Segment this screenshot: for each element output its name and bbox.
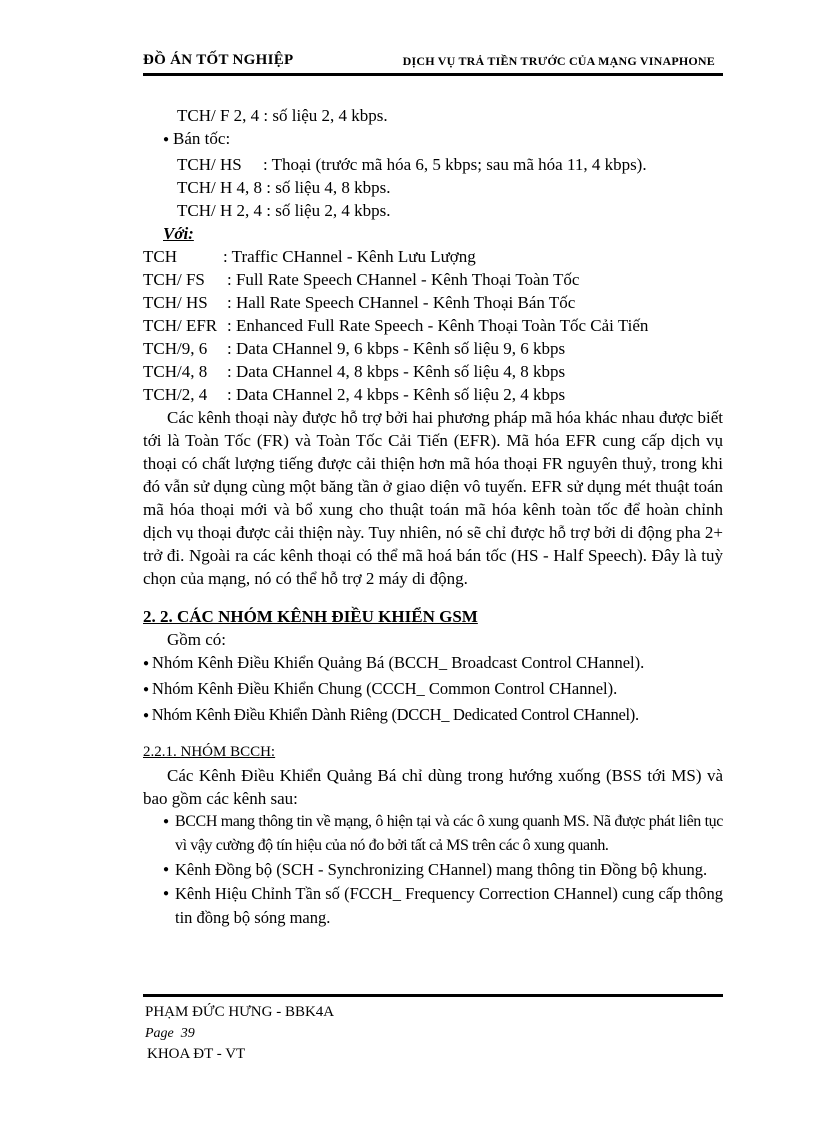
abbr-desc: : Data CHannel 2, 4 kbps - Kênh số liệu 2, 4 kbps (227, 385, 566, 404)
section-heading-2-2: 2. 2. CÁC NHÓM KÊNH ĐIỀU KHIỂN GSM (143, 607, 478, 626)
header-thesis-title: ĐỒ ÁN TỐT NGHIỆP (143, 52, 294, 68)
abbr-row (143, 291, 723, 314)
abbr-desc: : Traffic CHannel - Kênh Lưu Lượng (223, 247, 476, 266)
abbr-term: TCH/ EFR (143, 316, 218, 335)
bcch-intro-paragraph: Các Kênh Điều Khiển Quảng Bá chỉ dùng trong hướng xuống (BSS tới MS) và bao gồm các kênh sau: (143, 766, 723, 808)
control-group-item: ● Nhóm Kênh Điều Khiển Quảng Bá (BCCH_ Broadcast Control CHannel). (143, 651, 723, 677)
abbr-desc: : Data CHannel 4, 8 kbps - Kênh số liệu 4, 8 kbps (227, 362, 566, 381)
page-header (143, 52, 723, 72)
abbr-term: TCH/2, 4 (143, 385, 208, 404)
rate-line-h48: TCH/ H 4, 8 : số liệu 4, 8 kbps. (177, 178, 391, 197)
page-footer (145, 1002, 334, 1065)
abbr-desc: : Enhanced Full Rate Speech - Kênh Thoại Toàn Tốc Cải Tiến (227, 316, 649, 335)
abbr-row (143, 360, 723, 383)
abbreviation-list (143, 245, 723, 406)
abbr-row (143, 337, 723, 360)
control-group-item: ● Nhóm Kênh Điều Khiển Dành Riêng (DCCH_ Dedicated Control CHannel). (143, 703, 723, 729)
control-group-item: ● Nhóm Kênh Điều Khiển Chung (CCCH_ Common Control CHannel). (143, 677, 723, 703)
abbr-row (143, 268, 723, 291)
abbr-row (143, 245, 723, 268)
header-rule (143, 73, 723, 76)
footer-author: PHẠM ĐỨC HƯNG - BBK4A (145, 1004, 335, 1020)
section-heading-2-2-1: 2.2.1. NHÓM BCCH: (143, 744, 276, 760)
abbr-row (143, 383, 723, 406)
abbr-term: TCH (143, 247, 177, 266)
voice-coding-paragraph: Các kênh thoại này được hỗ trợ bởi hai phương pháp mã hóa khác nhau được biết tới là Toàn Tốc (FR) và Toàn Tốc Cải Tiến (EFR). Mã hóa EFR cung cấp dịch vụ thoại có chất lượng tiếng được cải thiện hơn mã hóa thoại FR nguyên thuỷ, trong khi đó vẫn sử dụng cùng một băng tần ở giao diện vô tuyến. EFR sử dụng mét thuật toán mã hóa thoại mới và bổ xung cho thuật toán mã hóa kênh toàn tốc để hoàn chỉnh dịch vụ thoại được cải thiện này. Tuy nhiên, nó sẽ chỉ được hỗ trợ bởi di động pha 2+ trở đi. Ngoài ra các kênh thoại có thể mã hoá bán tốc (HS - Half Speech). Đây là tuỳ chọn của mạng, nó có thể hỗ trợ 2 máy di động. (143, 408, 723, 588)
rate-line-f24: TCH/ F 2, 4 : số liệu 2, 4 kbps. (177, 106, 388, 125)
abbr-term: TCH/9, 6 (143, 339, 208, 358)
abbr-term: TCH/ FS (143, 270, 205, 289)
half-rate-bullet: ● Bán tốc: (143, 127, 723, 153)
header-topic-title: DỊCH VỤ TRẢ TIỀN TRƯỚC CỦA MẠNG VINAPHONE (402, 54, 715, 68)
footer-page-number: Page 39 (145, 1026, 195, 1041)
abbr-term: TCH/ HS (143, 293, 208, 312)
rate-line-hs: TCH/ HS : Thoại (trước mã hóa 6, 5 kbps; sau mã hóa 11, 4 kbps). (177, 155, 647, 174)
bcch-item: ● Kênh Đồng bộ (SCH - Synchronizing CHannel) mang thông tin Đồng bộ khung. (143, 858, 723, 882)
abbr-desc: : Data CHannel 9, 6 kbps - Kênh số liệu 9, 6 kbps (227, 339, 566, 358)
footer-rule (143, 994, 723, 997)
footer-department: KHOA ĐT - VT (147, 1046, 246, 1062)
abbr-desc: : Full Rate Speech CHannel - Kênh Thoại Toàn Tốc (227, 270, 580, 289)
bcch-item: ● BCCH mang thông tin về mạng, ô hiện tại và các ô xung quanh MS. Nã được phát liên tục vì vậy cường độ tín hiệu của nó đo bởi tất cả MS trên các ô xung quanh. (143, 810, 723, 858)
abbr-desc: : Hall Rate Speech CHannel - Kênh Thoại Bán Tốc (227, 293, 576, 312)
bcch-item: ● Kênh Hiệu Chỉnh Tần số (FCCH_ Frequency Correction CHannel) cung cấp thông tin đồng bộ sóng mang. (143, 882, 723, 930)
rate-line-h24: TCH/ H 2, 4 : số liệu 2, 4 kbps. (177, 201, 391, 220)
abbr-row (143, 314, 723, 337)
abbr-term: TCH/4, 8 (143, 362, 208, 381)
with-heading: Với: (163, 224, 194, 243)
page-body (143, 104, 723, 930)
section-intro: Gồm có: (167, 630, 227, 649)
